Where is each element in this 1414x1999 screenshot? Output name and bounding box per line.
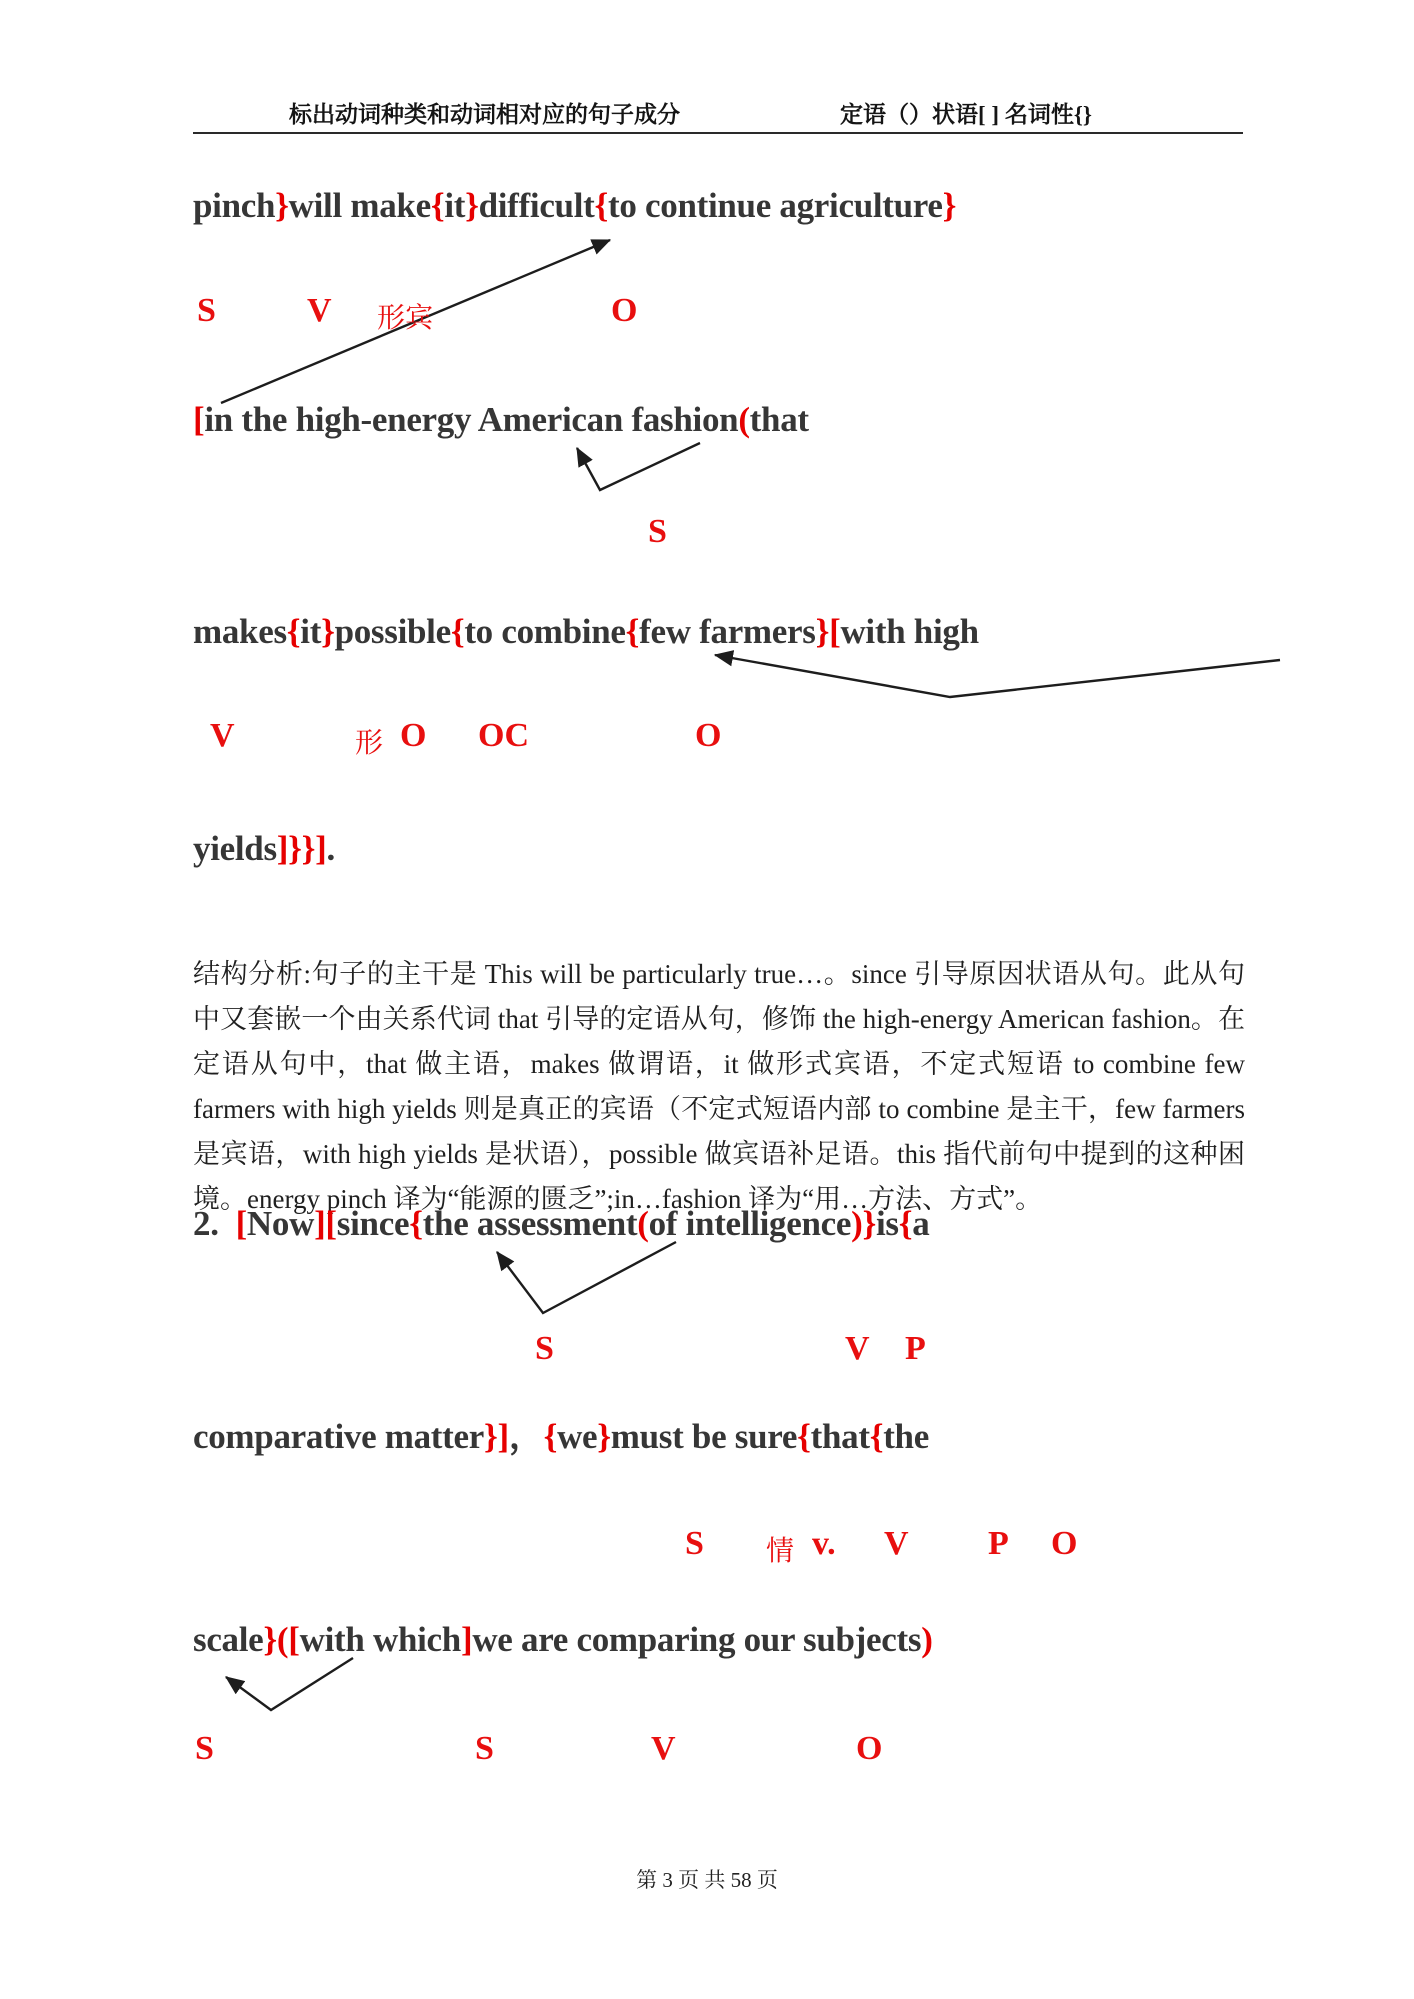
grammar-marker-V: V (845, 1330, 870, 1367)
red-bracket: [ (829, 612, 841, 651)
red-bracket: ( (637, 1204, 649, 1243)
page-number-footer: 第 3 页 共 58 页 (636, 1868, 778, 1892)
sentence-text: will make (288, 186, 431, 225)
red-bracket: { (898, 1204, 913, 1243)
red-bracket: } (597, 1417, 611, 1456)
sentence-text: comparative matter (193, 1417, 484, 1456)
red-bracket: } (465, 186, 479, 225)
red-bracket: { (869, 1417, 884, 1456)
sentence-text: that (810, 1417, 870, 1456)
red-bracket: { (797, 1417, 811, 1456)
grammar-marker-S: S (475, 1730, 494, 1767)
red-bracket: }] (484, 1417, 509, 1456)
annotation-arrow (577, 443, 700, 490)
header-rule (193, 132, 1243, 134)
sentence-text: Now (246, 1204, 315, 1243)
grammar-marker-V: V (307, 292, 332, 329)
sentence-text: it (300, 612, 322, 651)
sentence-line-now-since (193, 1204, 929, 1244)
sentence-line-makes (193, 612, 979, 652)
red-bracket: { (430, 186, 445, 225)
annotation-arrow (226, 1658, 353, 1710)
grammar-marker-情: 情 (766, 1536, 795, 1567)
sentence-text: scale (193, 1620, 264, 1659)
red-bracket: ) (921, 1620, 933, 1659)
sentence-line-pinch (193, 186, 956, 226)
annotation-arrow (497, 1242, 676, 1313)
red-bracket: [ (235, 1204, 247, 1243)
red-bracket: ][ (314, 1204, 337, 1243)
marker-row-fashion-subject (0, 513, 1414, 557)
marker-row-5 (0, 1730, 1414, 1774)
sentence-text: the assessment (422, 1204, 638, 1243)
sentence-text: is (875, 1204, 899, 1243)
red-bracket: [ (193, 400, 205, 439)
marker-row-3 (0, 1330, 1414, 1374)
grammar-marker-P: P (988, 1525, 1009, 1562)
red-bracket: } (942, 186, 957, 225)
sentence-text: since (336, 1204, 410, 1243)
sentence-text: it (444, 186, 466, 225)
sentence-line-high-energy (193, 400, 809, 440)
red-bracket: { (409, 1204, 423, 1243)
grammar-marker-形宾: 形宾 (377, 303, 434, 334)
sentence-text: we (557, 1417, 598, 1456)
sentence-text: makes (193, 612, 287, 651)
sentence-text: to continue agriculture (608, 186, 943, 225)
sentence-text: . (326, 829, 335, 868)
grammar-marker-O: O (856, 1730, 883, 1767)
marker-row-1 (0, 292, 1414, 336)
sentence-text: of intelligence (648, 1204, 852, 1243)
grammar-marker-O: O (400, 717, 427, 754)
sentence-text: to combine (464, 612, 626, 651)
red-bracket: }([ (263, 1620, 300, 1659)
sentence-text: in the high-energy American fashion (204, 400, 739, 439)
header-left-title: 标出动词种类和动词相对应的句子成分 (289, 102, 680, 127)
grammar-marker-O: O (1051, 1525, 1078, 1562)
sentence-text: few farmers (639, 612, 816, 651)
red-bracket: } (321, 612, 335, 651)
grammar-marker-S: S (648, 513, 667, 550)
grammar-marker-V: V (651, 1730, 676, 1767)
grammar-marker-V: V (210, 717, 235, 754)
sentence-line-comparative (193, 1409, 929, 1459)
sentence-text: difficult (478, 186, 595, 225)
annotation-arrow (715, 655, 1280, 697)
red-bracket: ] (460, 1620, 473, 1659)
grammar-marker-S: S (195, 1730, 214, 1767)
grammar-marker-OC: OC (478, 717, 529, 754)
red-bracket: { (450, 612, 465, 651)
sentence-text: that (749, 400, 809, 439)
red-bracket: } (275, 186, 289, 225)
sentence-line-yields (193, 829, 335, 869)
sentence-text: must be sure (610, 1417, 798, 1456)
red-bracket: )} (851, 1204, 876, 1243)
header-legend: 定语（）状语[ ] 名词性{} (840, 102, 1092, 127)
grammar-marker-S: S (535, 1330, 554, 1367)
grammar-marker-v.: v. (812, 1525, 836, 1562)
grammar-marker-O: O (611, 292, 638, 329)
sentence-text: possible (334, 612, 451, 651)
grammar-marker-P: P (905, 1330, 926, 1367)
marker-row-2 (0, 717, 1414, 761)
sentence-line-scale (193, 1620, 933, 1660)
red-bracket: } (815, 612, 830, 651)
sentence-text: pinch (193, 186, 276, 225)
grammar-marker-S: S (197, 292, 216, 329)
marker-row-4 (0, 1525, 1414, 1569)
red-bracket: ]}}] (276, 829, 327, 868)
red-bracket: { (286, 612, 301, 651)
grammar-marker-S: S (685, 1525, 704, 1562)
sentence-text: yields (193, 829, 277, 868)
sentence-text: 2. (193, 1204, 236, 1243)
grammar-marker-V: V (884, 1525, 909, 1562)
red-bracket: { (543, 1417, 558, 1456)
structure-analysis-paragraph: 结构分析:句子的主干是 This will be particularly true…。since 引导原因状语从句。此从句中又套嵌一个由关系代词 that 引导的定语从句，修饰 the high-energy American fashion。在定语从句中，that 做主语，makes 做谓语，it 做形式宾语，不定式短语 to combine few farmers with high yields 则是真正的宾语（不定式短语内部 to combine 是主干，few farmers 是宾语，with high yields 是状语），possible 做宾语补足语。this 指代前句中提到的这种困境。energy pinch 译为“能源的匮乏”;in…fashion 译为“用…方法、方式”。 (193, 959, 1245, 1214)
sentence-text: a (912, 1204, 930, 1243)
red-bracket: { (625, 612, 640, 651)
grammar-marker-形: 形 (355, 728, 384, 759)
grammar-marker-O: O (695, 717, 722, 754)
sentence-text: the (883, 1417, 929, 1456)
sentence-text: with which (299, 1620, 461, 1659)
sentence-text: with high (840, 612, 979, 651)
sentence-text: ， (508, 1417, 544, 1456)
red-bracket: ( (738, 400, 750, 439)
sentence-text: we are comparing our subjects (472, 1620, 922, 1659)
red-bracket: { (594, 186, 608, 225)
